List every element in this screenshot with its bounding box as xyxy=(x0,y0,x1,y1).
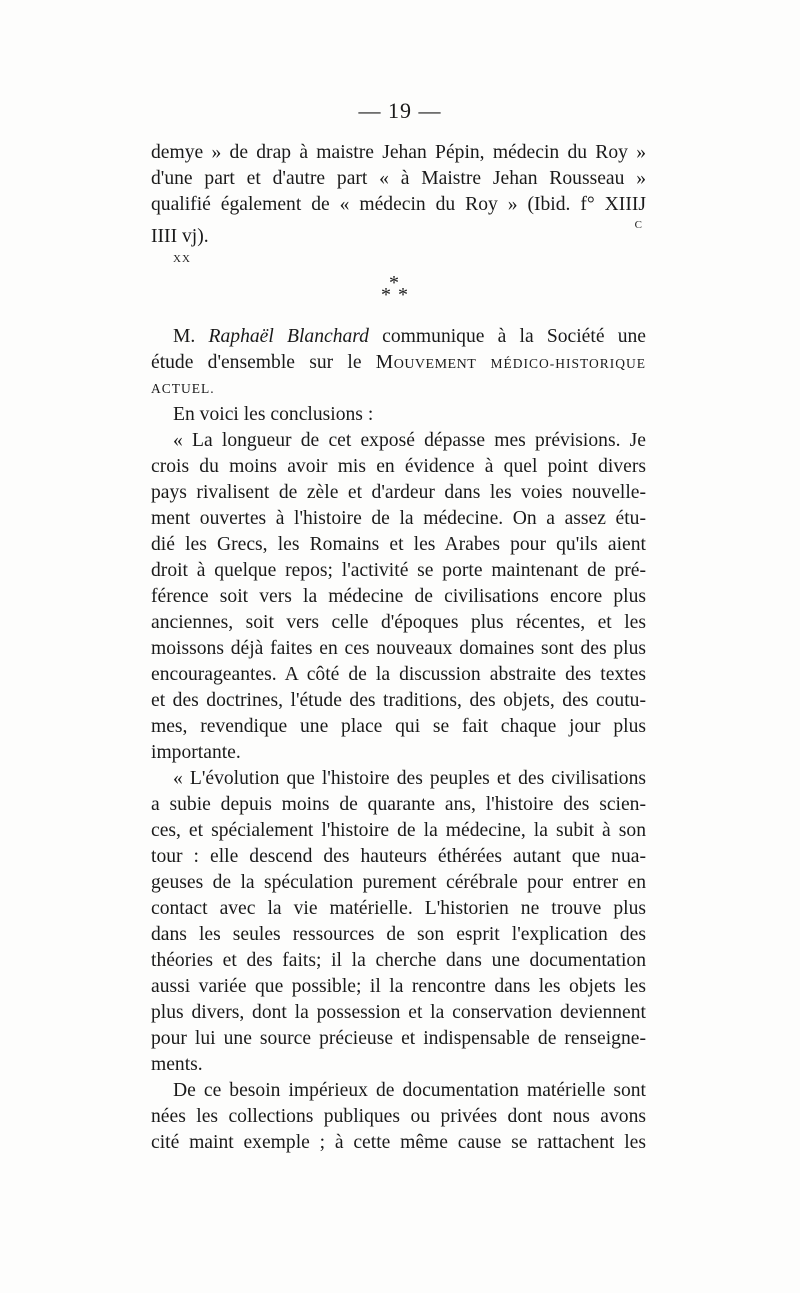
p1-line: mes, revendique une place qui se fait chaque jour plus xyxy=(151,716,646,737)
communication-line-3: ACTUEL. xyxy=(151,381,215,396)
p2-line: dans les seules ressources de son esprit l'explication des xyxy=(151,924,646,945)
asterism-star-left: * xyxy=(381,284,391,306)
ref-line-4-text: IIII vj). xyxy=(151,226,209,247)
p3-line: cité maint exemple ; à cette même cause se rattachent les xyxy=(151,1132,646,1153)
ref-line-1: demye » de drap à maistre Jehan Pépin, médecin du Roy » xyxy=(151,142,646,163)
p2-line: tour : elle descend des hauteurs éthérées autant que nua- xyxy=(151,846,646,867)
communication-line-1 xyxy=(151,324,646,350)
p1-line: crois du moins avoir mis en évidence à quel point divers xyxy=(151,456,646,477)
p2-line: pour lui une source précieuse et indispensable de renseigne- xyxy=(151,1028,646,1049)
communication-line-1-rest: communique à la Société une xyxy=(382,326,646,347)
paragraph-3 xyxy=(151,1078,646,1156)
p2-line: a subie depuis moins de quarante ans, l'histoire des scien- xyxy=(151,794,646,815)
p1-line: ment ouvertes à l'histoire de la médecine. On a assez étu- xyxy=(151,508,646,529)
p2-line: contact avec la vie matérielle. L'historien ne trouve plus xyxy=(151,898,646,919)
ref-subscript-xx: XX xyxy=(173,253,191,265)
p3-line: De ce besoin impérieux de documentation matérielle sont xyxy=(173,1080,646,1101)
asterism-separator xyxy=(151,272,646,316)
p1-line: et des doctrines, l'étude des traditions, des objets, des coutu- xyxy=(151,690,646,711)
p1-line: moissons déjà faites en ces nouveaux domaines sont des plus xyxy=(151,638,646,659)
p1-line: « La longueur de cet exposé dépasse mes prévisions. Je xyxy=(173,430,646,451)
p2-line: ces, et spécialement l'histoire de la médecine, la subit à son xyxy=(151,820,646,841)
p1-line: droit à quelque repos; l'activité se porte maintenant de pré- xyxy=(151,560,646,581)
p1-line: anciennes, soit vers celle d'époques plus récentes, et les xyxy=(151,612,646,633)
p2-line: ments. xyxy=(151,1054,203,1075)
ref-line-3: qualifié également de « médecin du Roy » (Ibid. f° XIIIJ xyxy=(151,194,646,215)
asterism-star-right: * xyxy=(398,284,408,306)
asterism-star-top: * xyxy=(389,272,399,294)
p1-line: dié les Grecs, les Romains et les Arabes pour qu'ils aient xyxy=(151,534,646,555)
page-number: — 19 — xyxy=(358,98,442,123)
paragraph-2 xyxy=(151,766,646,1078)
ref-superscript-c: C xyxy=(634,219,642,231)
p1-line: férence soit vers la médecine de civilisations encore plus xyxy=(151,586,646,607)
communication-line-2 xyxy=(151,350,646,376)
title-mouvement: Mouvement xyxy=(375,352,477,373)
communication-line-2-start: étude d'ensemble sur le xyxy=(151,352,362,373)
ref-line-2: d'une part et d'autre part « à Maistre Jehan Rousseau » xyxy=(151,168,646,189)
speaker-name: Raphaël Blanchard xyxy=(208,326,369,347)
p2-line: aussi variée que possible; il la rencontre dans les objets les xyxy=(151,976,646,997)
p1-line: encourageantes. A côté de la discussion abstraite des textes xyxy=(151,664,646,685)
intro-line: En voici les conclusions : xyxy=(173,404,374,425)
p2-line: geuses de la spéculation purement cérébrale pour entrer en xyxy=(151,872,646,893)
p1-line: importante. xyxy=(151,742,241,763)
title-medico-historique: MÉDICO-HISTORIQUE xyxy=(490,356,646,371)
speaker-prefix: M. xyxy=(173,326,196,347)
ref-line-4 xyxy=(151,219,646,265)
reference-block xyxy=(151,140,646,265)
p2-line: « L'évolution que l'histoire des peuples et des civilisations xyxy=(173,768,646,789)
body-text xyxy=(151,140,646,1156)
communication-paragraph xyxy=(151,324,646,402)
p2-line: théories et des faits; il la cherche dans une documentation xyxy=(151,950,646,971)
p2-line: plus divers, dont la possession et la conservation deviennent xyxy=(151,1002,646,1023)
paragraph-1 xyxy=(151,428,646,766)
p1-line: pays rivalisent de zèle et d'ardeur dans les voies nouvelle- xyxy=(151,482,646,503)
p3-line: nées les collections publiques ou privées dont nous avons xyxy=(151,1106,646,1127)
